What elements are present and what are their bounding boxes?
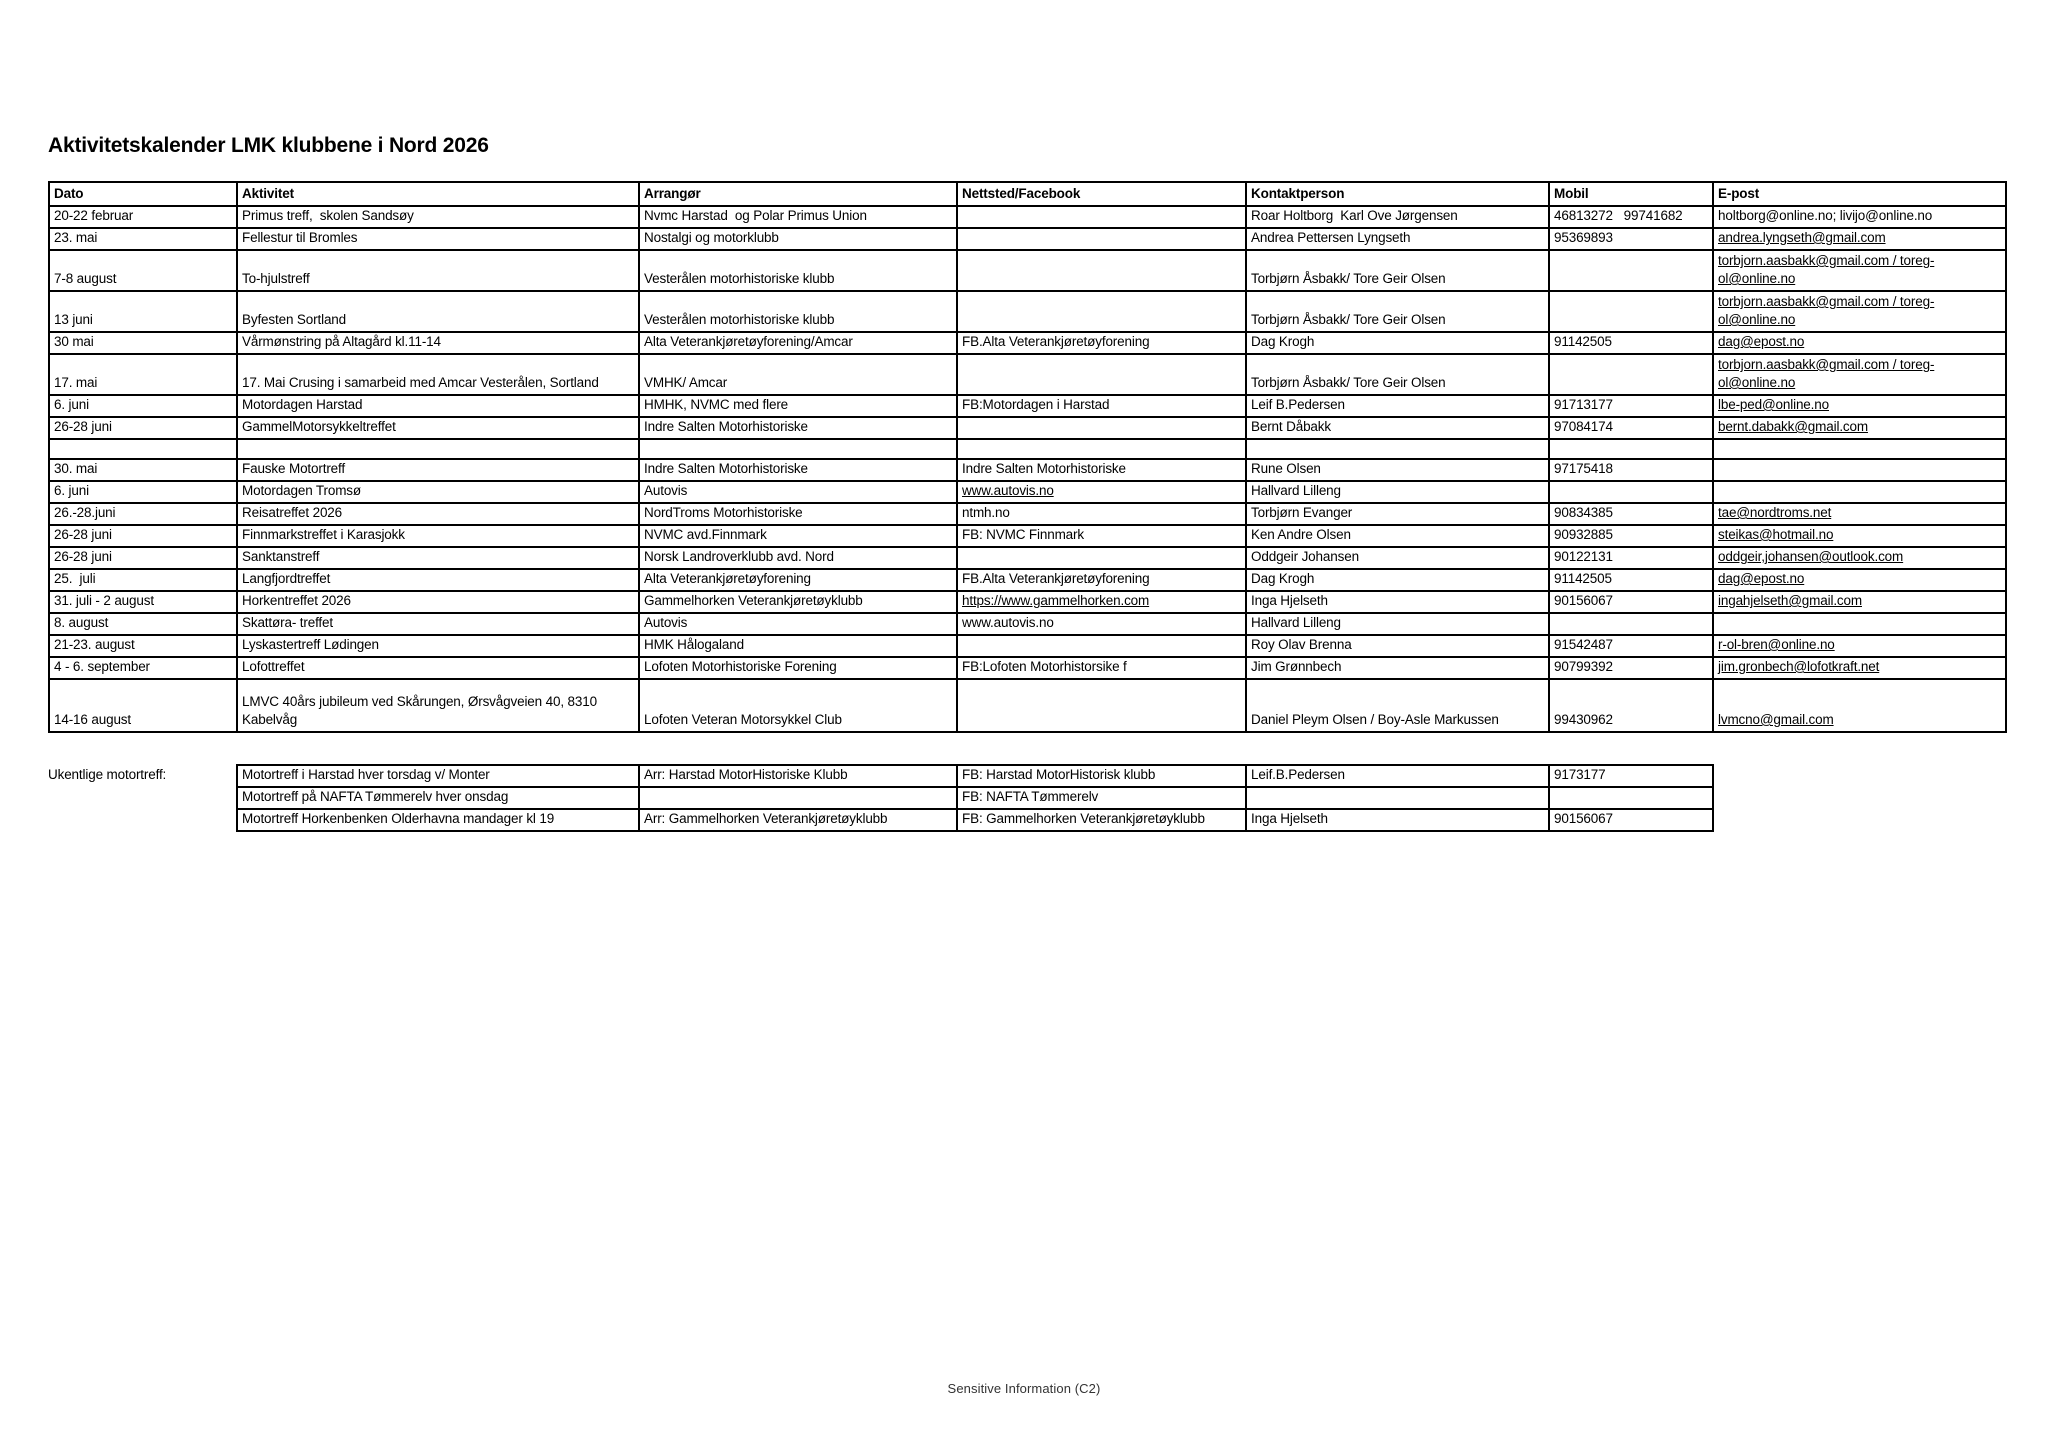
cell-mobil: 90932885: [1549, 525, 1713, 547]
cell-kontakt: [1246, 439, 1549, 459]
table-row: [49, 657, 2006, 679]
cell-aktivitet: 17. Mai Crusing i samarbeid med Amcar Vesterålen, Sortland: [237, 354, 639, 395]
cell-dato: 6. juni: [49, 395, 237, 417]
cell-aktivitet: Sanktanstreff: [237, 547, 639, 569]
cell-epost-link[interactable]: lbe-ped@online.no: [1713, 395, 2006, 417]
cell-epost-link[interactable]: andrea.lyngseth@gmail.com: [1713, 228, 2006, 250]
table-row: [49, 547, 2006, 569]
weekly-table-body: [237, 765, 1713, 831]
cell-kontakt: Leif.B.Pedersen: [1246, 765, 1549, 787]
cell-aktivitet: Motordagen Harstad: [237, 395, 639, 417]
table-row: [49, 591, 2006, 613]
cell-arrangor: Norsk Landroverklubb avd. Nord: [639, 547, 957, 569]
cell-epost-link[interactable]: oddgeir,johansen@outlook.com: [1713, 547, 2006, 569]
table-row: [49, 439, 2006, 459]
column-header-aktivitet: Aktivitet: [237, 182, 639, 206]
cell-fb: FB: NAFTA Tømmerelv: [957, 787, 1246, 809]
cell-arr: Arr: Gammelhorken Veterankjøretøyklubb: [639, 809, 957, 831]
cell-arrangor: VMHK/ Amcar: [639, 354, 957, 395]
cell-kontakt: [1246, 787, 1549, 809]
cell-mobil: 97084174: [1549, 417, 1713, 439]
cell-epost-link[interactable]: torbjorn.aasbakk@gmail.com / toreg-ol@online.no: [1713, 250, 2006, 291]
table-row: [49, 481, 2006, 503]
cell-aktivitet: [237, 439, 639, 459]
cell-mobil: [1549, 787, 1713, 809]
cell-kontakt: Jim Grønnbech: [1246, 657, 1549, 679]
cell-kontakt: Torbjørn Åsbakk/ Tore Geir Olsen: [1246, 291, 1549, 332]
column-header-mobil: Mobil: [1549, 182, 1713, 206]
table-row: [49, 459, 2006, 481]
cell-mobil: 90799392: [1549, 657, 1713, 679]
cell-nettsted: [957, 547, 1246, 569]
cell-kontakt: Hallvard Lilleng: [1246, 613, 1549, 635]
cell-aktivitet: Reisatreffet 2026: [237, 503, 639, 525]
cell-dato: 26-28 juni: [49, 417, 237, 439]
cell-nettsted: [957, 228, 1246, 250]
cell-arrangor: Autovis: [639, 613, 957, 635]
cell-epost-link[interactable]: jim.gronbech@lofotkraft.net: [1713, 657, 2006, 679]
cell-kontakt: Inga Hjelseth: [1246, 591, 1549, 613]
cell-arrangor: Autovis: [639, 481, 957, 503]
cell-arrangor: Gammelhorken Veterankjøretøyklubb: [639, 591, 957, 613]
cell-aktivitet: Motordagen Tromsø: [237, 481, 639, 503]
cell-kontakt: Andrea Pettersen Lyngseth: [1246, 228, 1549, 250]
cell-kontakt: Torbjørn Åsbakk/ Tore Geir Olsen: [1246, 354, 1549, 395]
cell-aktivitet: GammelMotorsykkeltreffet: [237, 417, 639, 439]
cell-epost-link[interactable]: torbjorn.aasbakk@gmail.com / toreg-ol@online.no: [1713, 291, 2006, 332]
cell-epost-link[interactable]: tae@nordtroms.net: [1713, 503, 2006, 525]
cell-mobil: 99430962: [1549, 679, 1713, 732]
table-row: [49, 291, 2006, 332]
cell-aktivitet: Finnmarkstreffet i Karasjokk: [237, 525, 639, 547]
cell-dato: 17. mai: [49, 354, 237, 395]
cell-kontakt: Torbjørn Evanger: [1246, 503, 1549, 525]
cell-nettsted: [957, 635, 1246, 657]
cell-kontakt: Oddgeir Johansen: [1246, 547, 1549, 569]
cell-aktivitet: LMVC 40års jubileum ved Skårungen, Ørsvågveien 40, 8310 Kabelvåg: [237, 679, 639, 732]
cell-epost-link[interactable]: dag@epost.no: [1713, 569, 2006, 591]
cell-epost-link[interactable]: r-ol-bren@online.no: [1713, 635, 2006, 657]
cell-nettsted: FB:Motordagen i Harstad: [957, 395, 1246, 417]
table-row: [49, 228, 2006, 250]
cell-dato: 6. juni: [49, 481, 237, 503]
cell-kontakt: Dag Krogh: [1246, 332, 1549, 354]
cell-mobil: 90156067: [1549, 591, 1713, 613]
cell-arr: [639, 787, 957, 809]
cell-kontakt: Inga Hjelseth: [1246, 809, 1549, 831]
cell-mobil: 90156067: [1549, 809, 1713, 831]
cell-mobil: 91713177: [1549, 395, 1713, 417]
cell-kontakt: Leif B.Pedersen: [1246, 395, 1549, 417]
cell-nettsted-link[interactable]: https://www.gammelhorken.com: [957, 591, 1246, 613]
cell-arrangor: [639, 439, 957, 459]
cell-arrangor: Indre Salten Motorhistoriske: [639, 459, 957, 481]
activity-table-body: [49, 206, 2006, 732]
column-header-nettsted: Nettsted/Facebook: [957, 182, 1246, 206]
table-row: [49, 635, 2006, 657]
page-title: Aktivitetskalender LMK klubbene i Nord 2026: [48, 134, 489, 157]
cell-mobil: 91142505: [1549, 569, 1713, 591]
cell-mobil: 95369893: [1549, 228, 1713, 250]
column-header-dato: Dato: [49, 182, 237, 206]
cell-aktivitet: To-hjulstreff: [237, 250, 639, 291]
cell-nettsted: [957, 250, 1246, 291]
cell-dato: 4 - 6. september: [49, 657, 237, 679]
cell-kontakt: Roar Holtborg Karl Ove Jørgensen: [1246, 206, 1549, 228]
cell-dato: 26.-28.juni: [49, 503, 237, 525]
cell-mobil: [1549, 354, 1713, 395]
cell-arrangor: Lofoten Motorhistoriske Forening: [639, 657, 957, 679]
cell-dato: 23. mai: [49, 228, 237, 250]
cell-epost: holtborg@online.no; livijo@online.no: [1713, 206, 2006, 228]
cell-aktivitet: Fauske Motortreff: [237, 459, 639, 481]
table-row: [237, 787, 1713, 809]
cell-nettsted: www.autovis.no: [957, 613, 1246, 635]
cell-kontakt: Daniel Pleym Olsen / Boy-Asle Markussen: [1246, 679, 1549, 732]
cell-nettsted: [957, 417, 1246, 439]
cell-fb: FB: Gammelhorken Veterankjøretøyklubb: [957, 809, 1246, 831]
cell-nettsted: ntmh.no: [957, 503, 1246, 525]
cell-epost: [1713, 459, 2006, 481]
table-row: [49, 250, 2006, 291]
cell-arrangor: NVMC avd.Finnmark: [639, 525, 957, 547]
cell-kontakt: Hallvard Lilleng: [1246, 481, 1549, 503]
table-row: [49, 679, 2006, 732]
cell-dato: 7-8 august: [49, 250, 237, 291]
cell-mobil: 91542487: [1549, 635, 1713, 657]
cell-epost-link[interactable]: lvmcno@gmail.com: [1713, 679, 2006, 732]
cell-dato: [49, 439, 237, 459]
cell-nettsted: [957, 679, 1246, 732]
cell-arrangor: Alta Veterankjøretøyforening: [639, 569, 957, 591]
cell-arrangor: HMK Hålogaland: [639, 635, 957, 657]
table-row: [49, 354, 2006, 395]
cell-nettsted: FB.Alta Veterankjøretøyforening: [957, 569, 1246, 591]
cell-epost: [1713, 439, 2006, 459]
weekly-motortreff-label: Ukentlige motortreff:: [48, 767, 167, 782]
table-row: [237, 765, 1713, 787]
weekly-motortreff-table: [236, 764, 1714, 832]
cell-epost-link[interactable]: ingahjelseth@gmail.com: [1713, 591, 2006, 613]
cell-dato: 30. mai: [49, 459, 237, 481]
table-row: [49, 525, 2006, 547]
cell-nettsted: Indre Salten Motorhistoriske: [957, 459, 1246, 481]
cell-mobil: 91142505: [1549, 332, 1713, 354]
activity-calendar-table: [48, 181, 2007, 733]
cell-arrangor: Indre Salten Motorhistoriske: [639, 417, 957, 439]
cell-dato: 14-16 august: [49, 679, 237, 732]
cell-fb: FB: Harstad MotorHistorisk klubb: [957, 765, 1246, 787]
cell-epost-link[interactable]: bernt.dabakk@gmail.com: [1713, 417, 2006, 439]
cell-arrangor: Nostalgi og motorklubb: [639, 228, 957, 250]
table-row: [49, 613, 2006, 635]
cell-aktivitet: Motortreff i Harstad hver torsdag v/ Monter: [237, 765, 639, 787]
column-header-epost: E-post: [1713, 182, 2006, 206]
cell-aktivitet: Lyskastertreff Lødingen: [237, 635, 639, 657]
cell-nettsted: [957, 439, 1246, 459]
cell-aktivitet: Lofottreffet: [237, 657, 639, 679]
column-header-kontaktperson: Kontaktperson: [1246, 182, 1549, 206]
cell-kontakt: Ken Andre Olsen: [1246, 525, 1549, 547]
cell-epost-link[interactable]: torbjorn.aasbakk@gmail.com / toreg-ol@online.no: [1713, 354, 2006, 395]
cell-aktivitet: Motortreff på NAFTA Tømmerelv hver onsdag: [237, 787, 639, 809]
table-row: [49, 569, 2006, 591]
cell-epost: [1713, 613, 2006, 635]
cell-mobil: 90834385: [1549, 503, 1713, 525]
cell-kontakt: Roy Olav Brenna: [1246, 635, 1549, 657]
cell-nettsted: FB:Lofoten Motorhistorsike f: [957, 657, 1246, 679]
cell-aktivitet: Primus treff, skolen Sandsøy: [237, 206, 639, 228]
cell-aktivitet: Fellestur til Bromles: [237, 228, 639, 250]
cell-arrangor: Vesterålen motorhistoriske klubb: [639, 291, 957, 332]
cell-arrangor: Vesterålen motorhistoriske klubb: [639, 250, 957, 291]
cell-arrangor: Lofoten Veteran Motorsykkel Club: [639, 679, 957, 732]
cell-nettsted: FB.Alta Veterankjøretøyforening: [957, 332, 1246, 354]
cell-mobil: [1549, 291, 1713, 332]
cell-mobil: [1549, 439, 1713, 459]
cell-nettsted: [957, 291, 1246, 332]
cell-nettsted: FB: NVMC Finnmark: [957, 525, 1246, 547]
cell-dato: 20-22 februar: [49, 206, 237, 228]
cell-dato: 21-23. august: [49, 635, 237, 657]
cell-mobil: [1549, 481, 1713, 503]
cell-aktivitet: Motortreff Horkenbenken Olderhavna mandager kl 19: [237, 809, 639, 831]
cell-arrangor: Nvmc Harstad og Polar Primus Union: [639, 206, 957, 228]
cell-epost-link[interactable]: dag@epost.no: [1713, 332, 2006, 354]
table-row: [49, 206, 2006, 228]
cell-arrangor: NordTroms Motorhistoriske: [639, 503, 957, 525]
cell-arr: Arr: Harstad MotorHistoriske Klubb: [639, 765, 957, 787]
cell-aktivitet: Skattøra- treffet: [237, 613, 639, 635]
cell-arrangor: Alta Veterankjøretøyforening/Amcar: [639, 332, 957, 354]
cell-aktivitet: Byfesten Sortland: [237, 291, 639, 332]
cell-dato: 31. juli - 2 august: [49, 591, 237, 613]
cell-mobil: [1549, 613, 1713, 635]
cell-nettsted: [957, 206, 1246, 228]
table-row: [49, 332, 2006, 354]
header-row: [49, 182, 2006, 206]
column-header-arrangor: Arrangør: [639, 182, 957, 206]
cell-mobil: 90122131: [1549, 547, 1713, 569]
cell-mobil: [1549, 250, 1713, 291]
cell-kontakt: Bernt Dåbakk: [1246, 417, 1549, 439]
cell-kontakt: Dag Krogh: [1246, 569, 1549, 591]
cell-epost-link[interactable]: steikas@hotmail.no: [1713, 525, 2006, 547]
cell-arrangor: HMHK, NVMC med flere: [639, 395, 957, 417]
cell-kontakt: Rune Olsen: [1246, 459, 1549, 481]
cell-epost: [1713, 481, 2006, 503]
cell-dato: 13 juni: [49, 291, 237, 332]
table-row: [49, 503, 2006, 525]
cell-nettsted-link[interactable]: www.autovis.no: [957, 481, 1246, 503]
cell-dato: 25. juli: [49, 569, 237, 591]
cell-dato: 26-28 juni: [49, 525, 237, 547]
cell-kontakt: Torbjørn Åsbakk/ Tore Geir Olsen: [1246, 250, 1549, 291]
cell-mobil: 97175418: [1549, 459, 1713, 481]
cell-dato: 26-28 juni: [49, 547, 237, 569]
cell-dato: 8. august: [49, 613, 237, 635]
table-row: [49, 417, 2006, 439]
table-row: [237, 809, 1713, 831]
cell-dato: 30 mai: [49, 332, 237, 354]
cell-mobil: 46813272 99741682: [1549, 206, 1713, 228]
cell-aktivitet: Vårmønstring på Altagård kl.11-14: [237, 332, 639, 354]
cell-mobil: 9173177: [1549, 765, 1713, 787]
cell-nettsted: [957, 354, 1246, 395]
sensitive-info-footer: Sensitive Information (C2): [947, 1381, 1101, 1396]
table-row: [49, 395, 2006, 417]
cell-aktivitet: Horkentreffet 2026: [237, 591, 639, 613]
cell-aktivitet: Langfjordtreffet: [237, 569, 639, 591]
